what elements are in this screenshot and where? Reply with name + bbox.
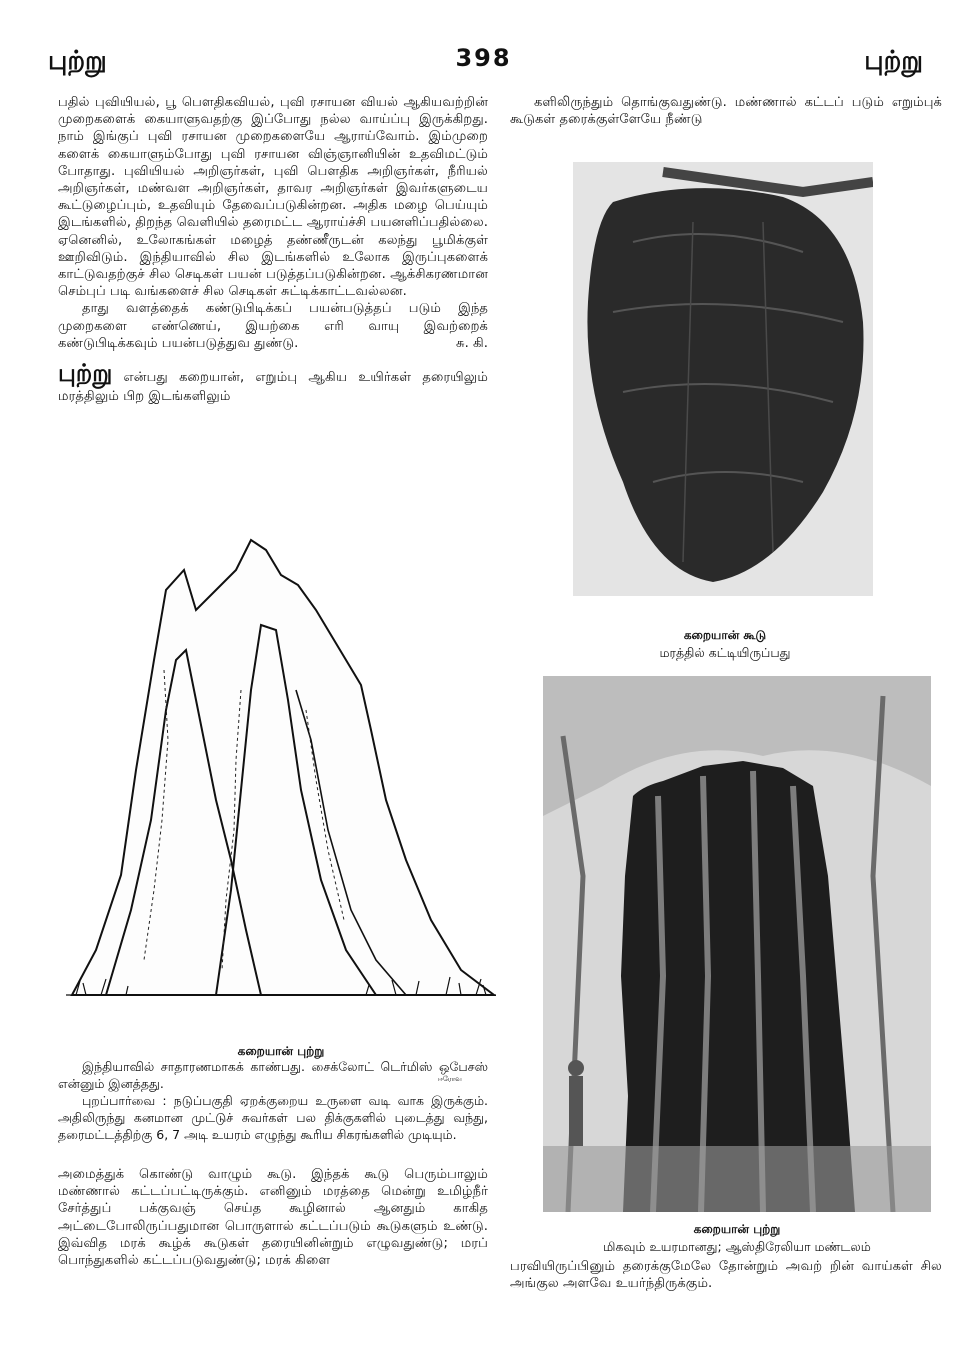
entry-text: என்பது கறையான், எறும்பு ஆகிய உயிர்கள் தரையிலும் மரத்திலும் பிற இடங்களிலும் bbox=[58, 370, 488, 405]
printer-mark: ஈரோவ bbox=[438, 1075, 462, 1083]
right-top-text bbox=[510, 94, 942, 128]
paragraph-ant-nests: களிலிருந்தும் தொங்குவதுண்டு. மண்ணால் கட்டப் படும் எறும்புக் கூடுகள் தரைக்குள்ளேயே நீண்டு bbox=[510, 95, 942, 128]
running-head-left: புற்று bbox=[48, 46, 107, 76]
figure-left-title: கறையான் புற்று bbox=[237, 1044, 325, 1058]
tree-nest-photo bbox=[573, 162, 873, 596]
paragraph-ant-openings: பரவியிருப்பினும் தரைக்குமேலே தோன்றும் அவற் றின் வாய்கள் சில அங்குல அளவே உயர்ந்திருக்கும். bbox=[510, 1259, 942, 1292]
figure-left-desc-2: புறப்பார்வை : நடுப்பகுதி ஏறக்குறைய உருளை வடி வாக இருக்கும். அதிலிருந்து கனமான முட்டுச் சுவர்கள் பல திக்குகளில் புடைத்து வந்து, தரைமட்டத்திற்கு 6, 7 அடி உயரம் எழுந்து கூரிய சிகரங்களில் முடியும். bbox=[58, 1093, 488, 1142]
right-bottom-text bbox=[510, 1258, 942, 1292]
figure-nest-subtitle: மரத்தில் கட்டியிருப்பது bbox=[659, 645, 791, 660]
author-signature: சு. கி. bbox=[456, 336, 488, 352]
paragraph-geochemistry: பதில் புவியியல், பூ பௌதிகவியல், புவி ரசாயன வியல் ஆகியவற்றின் முறைகளைக் கையாளுவதற்கு இப்போது நல்ல வாய்ப்பு இருக்கிறது. நாம் இங்குப் புவி ரசாயன முறைகளையே ஆராய்வோம். இம்முறை களைக் கையாளும்போது புவி ரசாயன விஞ்ஞானியின் உதவிமட்டும் போதாது. புவியியல் அறிஞர்கள், புவி பௌதிக அறிஞர்கள், நீரியல் அறிஞர்கள், மண்வள அறிஞர்கள், தாவர அறிஞர்கள் இவர்களுடைய கூட்டுழைப்பும், உதவியும் தேவைப்படுகின்றன. அதிக மழை பெய்யும் இடங்களில், திறந்த வெளியில் தரைமட்ட ஆராய்ச்சி பயனளிப்பதில்லை. ஏனெனில், உலோகங்கள் மழைத் தண்ணீருடன் கலந்து பூமிக்குள் ஊறிவிடும். இந்தியாவில் சில இடங்களில் உலோக இருப்புகளைக் காட்டுவதற்குச் சில செடிகள் பயன் படுத்தப்படுகின்றன. ஆக்சிகரணமான செம்புப் படி வங்களைச் சில செடிகள் சுட்டிக்காட்டவல்லன. bbox=[58, 95, 488, 300]
figure-nest-caption bbox=[560, 626, 890, 661]
running-head-right: புற்று bbox=[864, 46, 923, 76]
figure-tall-mound-subtitle: மிகவும் உயரமானது; ஆஸ்திரேலியா மண்டலம் bbox=[603, 1239, 871, 1254]
figure-left-desc-1: இந்தியாவில் சாதாரணமாகக் காண்பது. சைக்லோட் டெர்மிஸ் ஒபேசஸ் என்னும் இனத்தது. bbox=[58, 1059, 488, 1091]
paragraph-ore-methods: தாது வளத்தைக் கண்டுபிடிக்கப் பயன்படுத்தப் படும் இந்த முறைகளை எண்ணெய், இயற்கை எரி வாயு இவற்றைக் கண்டுபிடிக்கவும் பயன்படுத்துவ துண்டு. bbox=[58, 301, 488, 351]
figure-left-description bbox=[58, 1058, 488, 1143]
entry-start bbox=[58, 359, 488, 406]
termite-mound-drawing bbox=[66, 530, 496, 1005]
figure-tall-mound-title: கறையான் புற்று bbox=[693, 1222, 781, 1236]
paragraph-nest-construction: அமைத்துக் கொண்டு வாழும் கூடு. இந்தக் கூடு பெரும்பாலும் மண்ணால் கட்டப்பட்டிருக்கும். எனினும் மரத்தை மென்று உமிழ்நீர் சேர்த்துப் பக்குவஞ் செய்த கூழினால் ஆனதும் காகித அட்டைபோலிருப்பதுமான பொருளால் கட்டப்படும் கூடுகளும் உண்டு. இவ்வித மரக் கூழ்க் கூடுகள் தரையினின்றும் எழுவதுண்டு; மரப் பொந்துகளில் கட்டப்படுவதுண்டு; மரக் கிளை bbox=[58, 1167, 488, 1269]
page-number: 398 bbox=[455, 44, 512, 72]
figure-nest-title: கறையான் கூடு bbox=[683, 628, 767, 642]
figure-tall-mound-caption bbox=[543, 1220, 931, 1255]
entry-headword: புற்று bbox=[58, 359, 113, 388]
tall-mound-photo bbox=[543, 676, 931, 1212]
left-column-text bbox=[58, 94, 488, 406]
left-bottom-text bbox=[58, 1166, 488, 1269]
